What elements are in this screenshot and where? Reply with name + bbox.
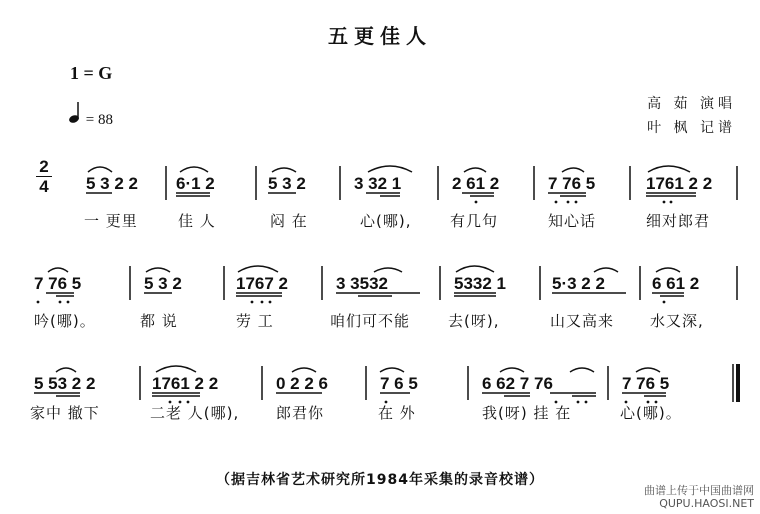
lyric-2-7: 水又深, [650, 312, 704, 330]
measure-1-5: 2 61 2 [452, 174, 500, 193]
measure-3-3: 0 2 2 6 [276, 374, 328, 393]
lyric-3-5: 我(呀) 挂 在 [482, 404, 572, 422]
tempo-value: = 88 [85, 112, 113, 128]
measure-1-2: 6·1 2 [176, 174, 215, 193]
lyric-3-2: 二老 人(哪), [150, 404, 240, 422]
measure-2-1: 7 76 5 [34, 274, 82, 293]
measure-2-6: 5·3 2 2 [552, 274, 605, 293]
time-signature-bottom: 4 [39, 177, 49, 196]
time-signature-top: 2 [39, 157, 49, 176]
lyric-1-2: 佳 人 [178, 212, 216, 230]
lyric-2-5: 去(呀), [448, 312, 500, 330]
lyrics-row-1 [0, 210, 760, 232]
watermark-line-1: 曲谱上传于中国曲谱网 [644, 484, 754, 497]
lyric-2-1: 吟(哪)。 [34, 312, 96, 330]
measure-1-7: 1761 2 2 [646, 174, 713, 193]
measure-2-4: 3 3532 [336, 274, 388, 293]
lyric-3-6: 心(哪)。 [620, 404, 682, 422]
lyrics-row-2 [0, 310, 760, 332]
measure-3-6: 7 76 5 [622, 374, 670, 393]
credit-transcriber: 叶 枫 记谱 [647, 120, 736, 136]
measure-1-6: 7 76 5 [548, 174, 596, 193]
lyric-3-3: 郎君你 [276, 404, 325, 422]
credit-singer: 高 茹 演唱 [647, 96, 736, 112]
tempo-marking [68, 100, 113, 129]
measure-1-1: 5 3 2 2 [86, 174, 138, 193]
lyric-1-1: 一 更里 [84, 212, 138, 230]
lyric-2-4: 咱们可不能 [330, 312, 411, 330]
measure-1-4: 3 32 1 [354, 174, 402, 193]
measure-2-2: 5 3 2 [144, 274, 182, 293]
staff-row-1 [0, 157, 760, 210]
lyric-1-5: 有几句 [450, 212, 499, 230]
measure-3-4: 7 6 5 [380, 374, 418, 393]
source-note: （据吉林省艺术研究所1984年采集的录音校谱） [216, 472, 544, 488]
lyric-1-6: 知心话 [548, 212, 597, 230]
measure-3-5: 6 62 7 76 [482, 374, 553, 393]
lyric-2-6: 山又高来 [550, 312, 615, 330]
measure-2-3: 1767 2 [236, 274, 288, 293]
measure-3-1: 5 53 2 2 [34, 374, 96, 393]
lyric-2-2: 都 说 [140, 312, 178, 330]
score-title: 五更佳人 [328, 24, 432, 48]
measure-3-2: 1761 2 2 [152, 374, 219, 393]
lyric-3-1: 家中 撤下 [30, 404, 100, 422]
watermark [644, 484, 754, 510]
lyric-1-7: 细对郎君 [646, 212, 711, 230]
quarter-note-icon [68, 100, 82, 129]
watermark-line-2: QUPU.HAOSI.NET [659, 497, 754, 510]
lyric-1-4: 心(哪), [360, 212, 412, 230]
lyrics-row-3 [0, 402, 760, 424]
staff-row-2 [0, 260, 760, 310]
measure-1-3: 5 3 2 [268, 174, 306, 193]
lyric-2-3: 劳 工 [236, 312, 274, 330]
measure-2-7: 6 61 2 [652, 274, 700, 293]
lyric-1-3: 闷 在 [270, 212, 308, 230]
lyric-3-4: 在 外 [378, 404, 416, 422]
measure-2-5: 5332 1 [454, 274, 506, 293]
key-signature: 1 = G [70, 63, 113, 83]
